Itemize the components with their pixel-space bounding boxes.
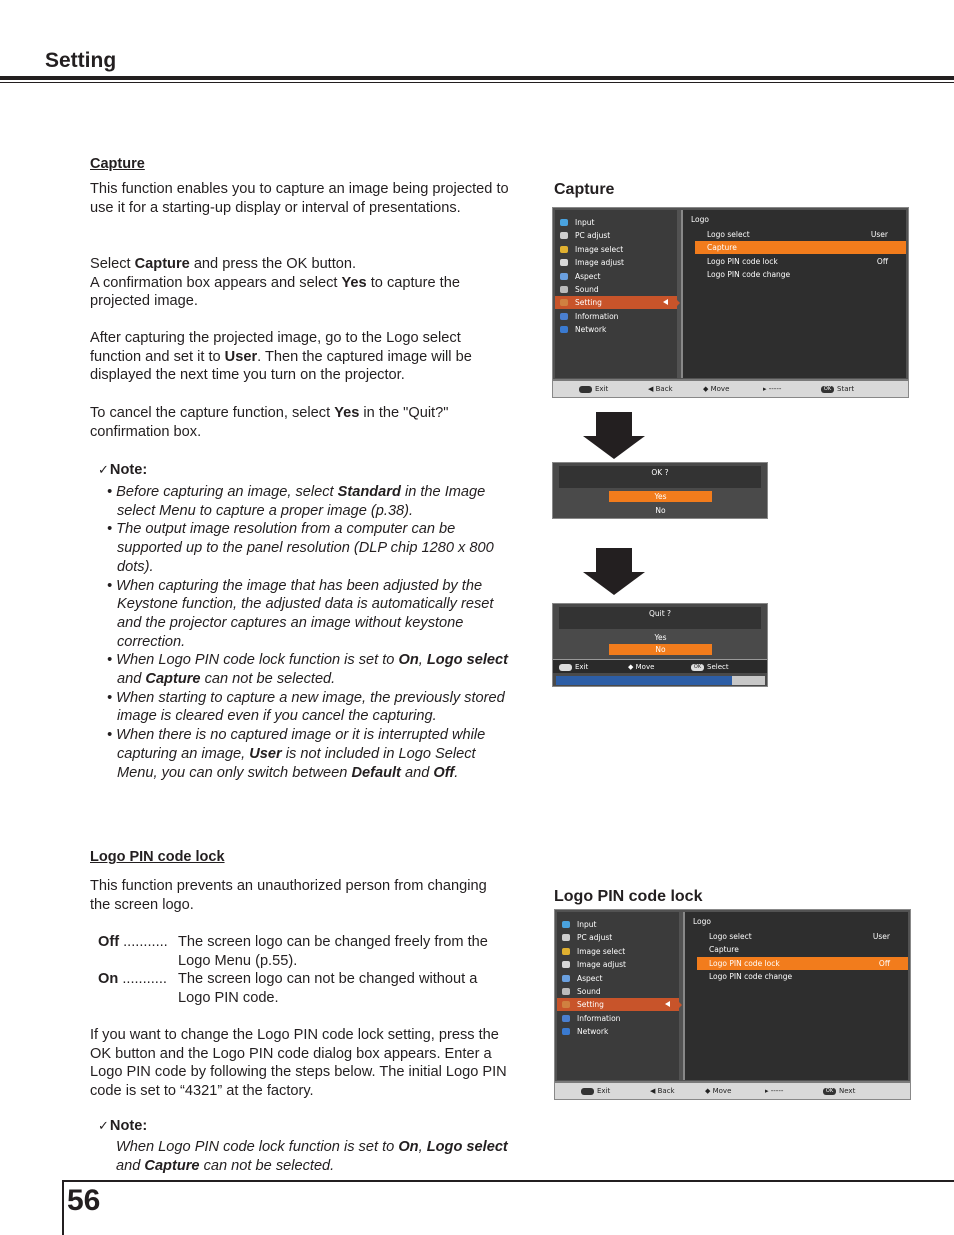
ok-confirm-dialog <box>552 462 768 519</box>
move-hint: ◆ Move <box>705 1087 732 1095</box>
capture-notes-list <box>107 483 512 782</box>
image-select-icon <box>560 246 568 253</box>
image-adjust-icon <box>560 259 568 266</box>
footer-rule <box>62 1180 954 1182</box>
submenu-title: Logo <box>693 917 711 926</box>
image-adjust-icon <box>562 961 570 968</box>
dashes-hint: ▸ ----- <box>765 1087 784 1095</box>
menu-item-pc-adjust[interactable]: PC adjust <box>555 229 677 242</box>
capture-paragraph-3: After capturing the projected image, go to the Logo select function and set it to User. Then the captured image will be displayed the next time you turn on the projector. <box>90 330 472 384</box>
menu-item-setting[interactable]: Setting <box>555 296 677 309</box>
note-item: • When capturing the image that has been adjusted by the Keystone function, the adjusted data is automatically reset and the projector captures an image without keystone correction. <box>107 577 494 650</box>
submenu-item-logo-pin-code-change[interactable]: Logo PIN code change <box>709 972 793 982</box>
selection-pointer <box>675 298 680 308</box>
select-hint: OK Select <box>691 662 729 672</box>
key-icon: OK <box>823 1088 836 1095</box>
submenu-item-logo-pin-code-change[interactable]: Logo PIN code change <box>707 270 791 280</box>
key-icon: OK <box>821 386 834 393</box>
submenu-item-capture[interactable]: Capture <box>709 945 739 955</box>
menu-item-aspect[interactable]: Aspect <box>557 972 679 985</box>
menu-item-sound[interactable]: Sound <box>555 283 677 296</box>
selection-pointer <box>677 1000 682 1010</box>
down-arrow-icon <box>583 548 645 596</box>
submenu-item-logo-select[interactable]: Logo select User <box>709 932 890 941</box>
ok-key-icon: OK <box>691 664 704 671</box>
page-number: 56 <box>67 1184 101 1217</box>
submenu-value: Off <box>876 256 888 266</box>
arrow-left-icon <box>663 299 668 305</box>
key-icon <box>579 386 592 393</box>
key-icon <box>581 1088 594 1095</box>
pc-adjust-icon <box>560 232 568 239</box>
quit-dialog-no[interactable]: No <box>609 644 712 655</box>
osd-bottom-bar <box>555 1081 910 1099</box>
information-icon <box>562 1015 570 1022</box>
menu-item-image-adjust[interactable]: Image adjust <box>555 256 677 269</box>
aspect-icon <box>560 273 568 280</box>
pin-note-text: When Logo PIN code lock function is set to On, Logo select and Capture can not be selected. <box>116 1139 508 1174</box>
quit-dialog-bottom-bar <box>553 659 767 673</box>
note-item: • Before capturing an image, select Standard in the Image select Menu to capture a proper image (p.38). <box>107 484 486 519</box>
pin-paragraph-2: If you want to change the Logo PIN code lock setting, press the OK button and the Logo PIN code dialog box appears. Enter a Logo PIN code by following the steps below. The initial Logo PIN code is set to “4321” at the factory. <box>90 1027 507 1100</box>
capture-figure-caption: Capture <box>554 181 615 198</box>
menu-item-network[interactable]: Network <box>557 1025 679 1038</box>
check-icon: ✓ <box>98 1118 109 1133</box>
option-on: On ........... <box>98 971 167 987</box>
updown-icon: ◆ <box>628 663 634 671</box>
network-icon <box>562 1028 570 1035</box>
nav-icon: ◆ <box>703 385 711 393</box>
pin-figure-caption: Logo PIN code lock <box>554 888 703 905</box>
pin-heading: Logo PIN code lock <box>90 849 225 865</box>
move-hint: ◆ Move <box>628 663 655 671</box>
menu-item-input[interactable]: Input <box>555 216 677 229</box>
osd-main-menu <box>555 210 677 378</box>
submenu-item-logo-select[interactable]: Logo select User <box>707 230 888 239</box>
footer-vertical-rule <box>62 1180 64 1235</box>
nav-icon: ▸ <box>765 1087 771 1095</box>
menu-item-pc-adjust[interactable]: PC adjust <box>557 931 679 944</box>
nav-icon: ▸ <box>763 385 769 393</box>
exit-hint: Exit <box>579 384 608 394</box>
ok-dialog-no[interactable]: No <box>655 506 666 515</box>
menu-item-network[interactable]: Network <box>555 323 677 336</box>
menu-item-sound[interactable]: Sound <box>557 985 679 998</box>
nav-icon: ◀ <box>648 385 656 393</box>
check-icon: ✓ <box>98 462 109 477</box>
osd-menu-capture <box>552 207 909 398</box>
option-on-desc: The screen logo can not be changed without a Logo PIN code. <box>178 971 478 1006</box>
quit-dialog-yes[interactable]: Yes <box>654 633 667 642</box>
sound-icon <box>560 286 568 293</box>
submenu-value: User <box>870 230 888 239</box>
menu-item-information[interactable]: Information <box>557 1012 679 1025</box>
aspect-icon <box>562 975 570 982</box>
menu-item-image-adjust[interactable]: Image adjust <box>557 958 679 971</box>
ok-dialog-yes[interactable]: Yes <box>609 491 712 502</box>
quit-dialog-title: Quit ? <box>559 607 761 629</box>
note-item: • The output image resolution from a computer can be supported up to the panel resolution (DLP chip 1280 x 800 dots). <box>107 521 494 575</box>
setting-icon <box>562 1001 570 1008</box>
menu-item-image-select[interactable]: Image select <box>557 945 679 958</box>
progress-fill <box>556 676 732 685</box>
osd-submenu <box>683 912 908 1080</box>
pin-note-title: ✓Note: <box>98 1118 148 1134</box>
menu-item-information[interactable]: Information <box>555 310 677 323</box>
osd-main-menu <box>557 912 679 1080</box>
section-title: Setting <box>45 49 117 72</box>
capture-paragraph-4: To cancel the capture function, select Yes in the "Quit?" confirmation box. <box>90 405 449 440</box>
information-icon <box>560 313 568 320</box>
nav-icon: ◆ <box>705 1087 713 1095</box>
submenu-item-capture[interactable]: Capture <box>695 241 906 254</box>
pc-adjust-icon <box>562 934 570 941</box>
dashes-hint: ▸ ----- <box>763 385 782 393</box>
next-hint: OK Next <box>823 1086 855 1096</box>
sound-icon <box>562 988 570 995</box>
nav-icon: ◀ <box>650 1087 658 1095</box>
capture-paragraph-2: Select Capture and press the OK button. A confirmation box appears and select Yes to capture the projected image. <box>90 256 460 310</box>
start-hint: OK Start <box>821 384 854 394</box>
capture-note-title: ✓Note: <box>98 462 148 478</box>
arrow-left-icon <box>665 1001 670 1007</box>
capture-progress-bar <box>556 676 765 685</box>
capture-paragraph-1: This function enables you to capture an image being projected to use it for a starting-up display or interval of presentations. <box>90 181 509 216</box>
header-rule <box>0 76 954 80</box>
menu-item-setting[interactable]: Setting <box>557 998 679 1011</box>
exit-hint: Exit <box>581 1086 610 1096</box>
submenu-item-logo-pin-code-lock[interactable]: Logo PIN code lock Off <box>697 957 908 970</box>
ok-dialog-title: OK ? <box>559 466 761 488</box>
menu-key-icon <box>559 664 572 671</box>
back-hint: ◀ Back <box>650 1087 675 1095</box>
menu-item-image-select[interactable]: Image select <box>555 243 677 256</box>
menu-item-input[interactable]: Input <box>557 918 679 931</box>
option-off: Off ........... <box>98 934 168 950</box>
option-off-desc: The screen logo can be changed freely from the Logo Menu (p.55). <box>178 934 488 969</box>
image-select-icon <box>562 948 570 955</box>
osd-bottom-bar <box>553 379 908 397</box>
menu-item-aspect[interactable]: Aspect <box>555 270 677 283</box>
down-arrow-icon <box>583 412 645 460</box>
move-hint: ◆ Move <box>703 385 730 393</box>
header-rule-thin <box>0 82 954 83</box>
capture-heading: Capture <box>90 156 145 172</box>
submenu-value: Off <box>878 958 890 968</box>
osd-menu-pin-lock <box>554 909 911 1100</box>
input-icon <box>562 921 570 928</box>
exit-hint: Exit <box>559 662 588 672</box>
input-icon <box>560 219 568 226</box>
quit-confirm-dialog <box>552 603 768 687</box>
setting-icon <box>560 299 568 306</box>
pin-paragraph-1: This function prevents an unauthorized person from changing the screen logo. <box>90 878 487 913</box>
submenu-title: Logo <box>691 215 709 224</box>
submenu-value: User <box>872 932 890 941</box>
note-item: • When starting to capture a new image, the previously stored image is cleared even if you cancel the capturing. <box>107 689 505 725</box>
osd-submenu <box>681 210 906 378</box>
note-item: • When Logo PIN code lock function is set to On, Logo select and Capture can not be selected. <box>107 652 508 688</box>
note-item: • When there is no captured image or it is interrupted while capturing an image, User is not included in Logo Select Menu, you can only switch between Default and Off. <box>107 727 486 781</box>
submenu-item-logo-pin-code-lock[interactable]: Logo PIN code lock Off <box>707 256 888 266</box>
network-icon <box>560 326 568 333</box>
back-hint: ◀ Back <box>648 385 673 393</box>
